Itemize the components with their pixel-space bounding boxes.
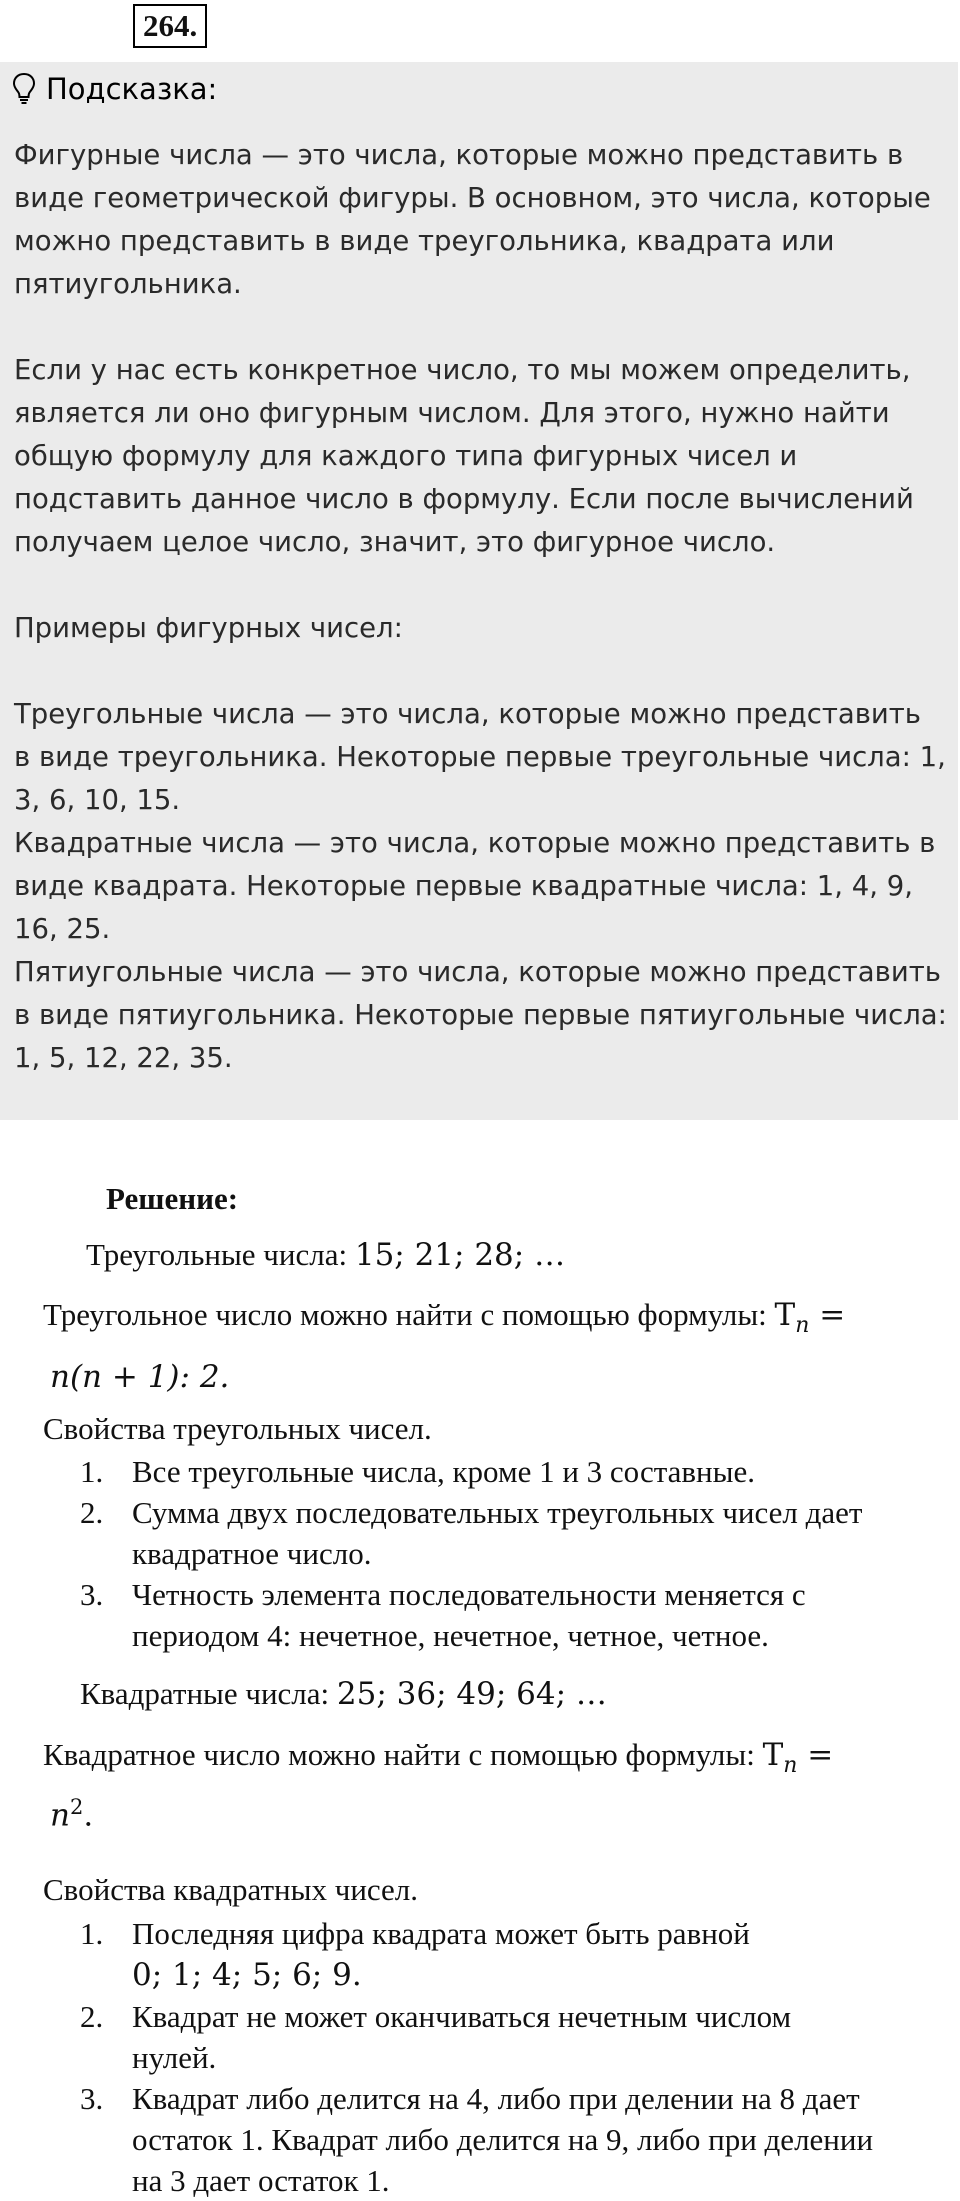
list-item: 1. Все треугольные числа, кроме 1 и 3 составные. — [80, 1454, 755, 1489]
list-item: 3. Четность элемента последовательности меняется с периодом 4: нечетное, нечетное, четное, четное. — [80, 1577, 806, 1653]
lightbulb-icon — [12, 72, 36, 106]
solution-title: Решение: — [106, 1181, 239, 1216]
triangular-props-list — [80, 1451, 960, 1656]
hint-paragraph: Фигурные числа — это числа, которые можно представить в виде геометрической фигуры. В основном, это числа, которые можно представить в виде треугольника, квадрата или пятиугольника. — [14, 139, 931, 300]
square-heading: Квадратные числа: 25; 36; 49; 64; … — [80, 1676, 607, 1712]
hint-paragraph: Треугольные числа — это числа, которые можно представить в виде треугольника. Некоторые первые треугольные числа: 1, 3, 6, 10, 15. Квадратные числа — это числа, которые можно представить в виде квадрата. Некоторые первые квадратные числа: 1, 4, 9, 16, 25. Пятиугольные числа — это числа, которые можно представить в виде пятиугольника. Некоторые первые пятиугольные числа: 1, 5, 12, 22, 35. — [14, 698, 947, 1074]
hint-paragraph: Если у нас есть конкретное число, то мы можем определить, является ли оно фигурным числом. Для этого, нужно найти общую формулу для каждого типа фигурных чисел и подставить данное число в формулу. Если после вычислений получаем целое число, значит, это фигурное число. — [14, 354, 914, 558]
square-props-title: Свойства квадратных чисел. — [43, 1872, 419, 1907]
square-formula-line: Квадратное число можно найти с помощью формулы: $T_n$ = — [43, 1737, 834, 1779]
triangular-heading: Треугольные числа: 15; 21; 28; … — [86, 1237, 566, 1273]
hint-box — [0, 62, 958, 1120]
triangular-formula-line: Треугольное число можно найти с помощью формулы: $T_n$ = — [43, 1297, 846, 1339]
list-item: 1. Последняя цифра квадрата может быть равной 0; 1; 4; 5; 6; 9. — [80, 1916, 750, 1993]
square-props-list — [80, 1913, 960, 2201]
task-number: 264. — [133, 4, 207, 48]
triangular-formula-rhs: n(n + 1): 2. — [50, 1359, 230, 1395]
hint-title: Подсказка: — [46, 72, 218, 106]
list-item: 2. Сумма двух последовательных треугольных чисел дает квадратное число. — [80, 1495, 863, 1571]
list-item: 3. Квадрат либо делится на 4, либо при делении на 8 дает остаток 1. Квадрат либо делится на 9, либо при делении на 3 дает остаток 1. — [80, 2081, 874, 2198]
hint-header — [12, 72, 217, 106]
hint-body — [14, 134, 949, 1080]
square-formula-rhs: $n^2$. — [50, 1795, 94, 1834]
triangular-props-title: Свойства треугольных чисел. — [43, 1411, 432, 1446]
list-item: 2. Квадрат не может оканчиваться нечетным числом нулей. — [80, 1999, 792, 2075]
hint-paragraph: Примеры фигурных чисел: — [14, 612, 403, 644]
